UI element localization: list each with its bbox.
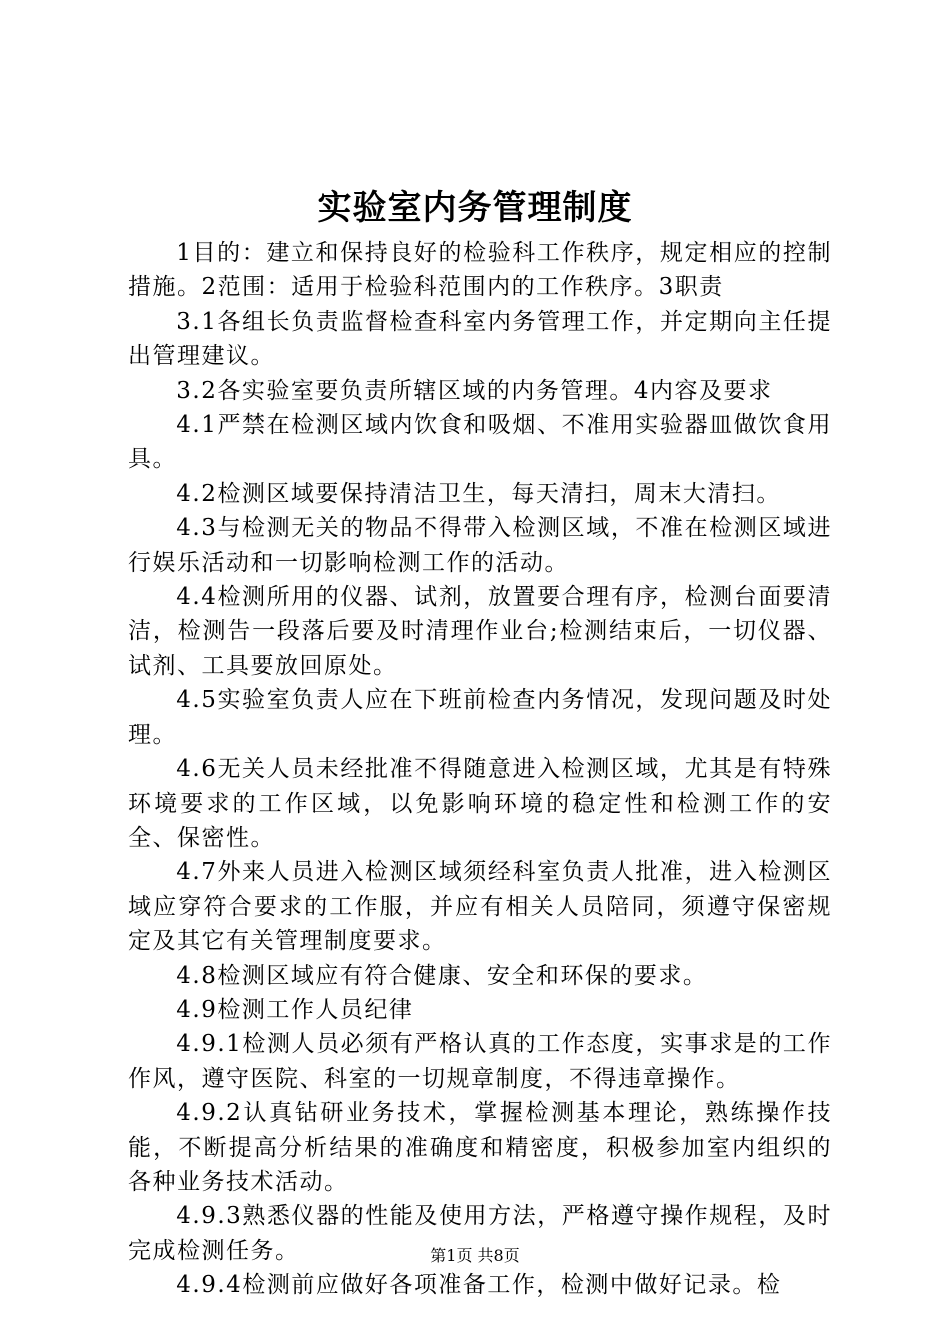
paragraph: 4.4检测所用的仪器、试剂，放置要合理有序，检测台面要清洁，检测告一段落后要及时清理作业台;检测结束后，一切仪器、试剂、工具要放回原处。 <box>128 584 832 679</box>
paragraph: 4.5实验室负责人应在下班前检查内务情况，发现问题及时处理。 <box>128 687 832 748</box>
paragraph: 4.7外来人员进入检测区域须经科室负责人批准，进入检测区域应穿符合要求的工作服，并应有相关人员陪同，须遵守保密规定及其它有关管理制度要求。 <box>128 859 832 955</box>
paragraph: 4.1严禁在检测区域内饮食和吸烟、不准用实验器皿做饮食用具。 <box>128 412 832 473</box>
document-body <box>128 236 832 1303</box>
paragraph: 1目的：建立和保持良好的检验科工作秩序，规定相应的控制措施。2范围：适用于检验科范围内的工作秩序。3职责 <box>128 240 832 301</box>
paragraph: 3.1各组长负责监督检查科室内务管理工作，并定期向主任提出管理建议。 <box>128 308 832 370</box>
paragraph: 4.9.3熟悉仪器的性能及使用方法，严格遵守操作规程，及时完成检测任务。 <box>128 1203 832 1264</box>
paragraph: 4.9.1检测人员必须有严格认真的工作态度，实事求是的工作作风，遵守医院、科室的一切规章制度，不得违章操作。 <box>128 1031 832 1092</box>
paragraph: 4.9.4检测前应做好各项准备工作，检测中做好记录。检 <box>176 1272 782 1299</box>
page-number-footer: 第1页 共8页 <box>430 1246 520 1265</box>
document-title: 实验室内务管理制度 <box>317 188 633 228</box>
paragraph: 4.6无关人员未经批准不得随意进入检测区域，尤其是有特殊环境要求的工作区域，以免影响环境的稳定性和检测工作的安全、保密性。 <box>128 756 832 851</box>
paragraph: 4.8检测区域应有符合健康、安全和环保的要求。 <box>176 962 708 989</box>
paragraph: 4.2检测区域要保持清洁卫生，每天清扫，周末大清扫。 <box>176 480 781 507</box>
paragraph: 4.9检测工作人员纪律 <box>176 996 414 1023</box>
paragraph: 4.3与检测无关的物品不得带入检测区域，不准在检测区域进行娱乐活动和一切影响检测工作的活动。 <box>128 515 832 576</box>
paragraph: 3.2各实验室要负责所辖区域的内务管理。4内容及要求 <box>176 377 773 404</box>
paragraph: 4.9.2认真钻研业务技术，掌握检测基本理论，熟练操作技能，不断提高分析结果的准确度和精密度，积极参加室内组织的各种业务技术活动。 <box>128 1100 832 1195</box>
